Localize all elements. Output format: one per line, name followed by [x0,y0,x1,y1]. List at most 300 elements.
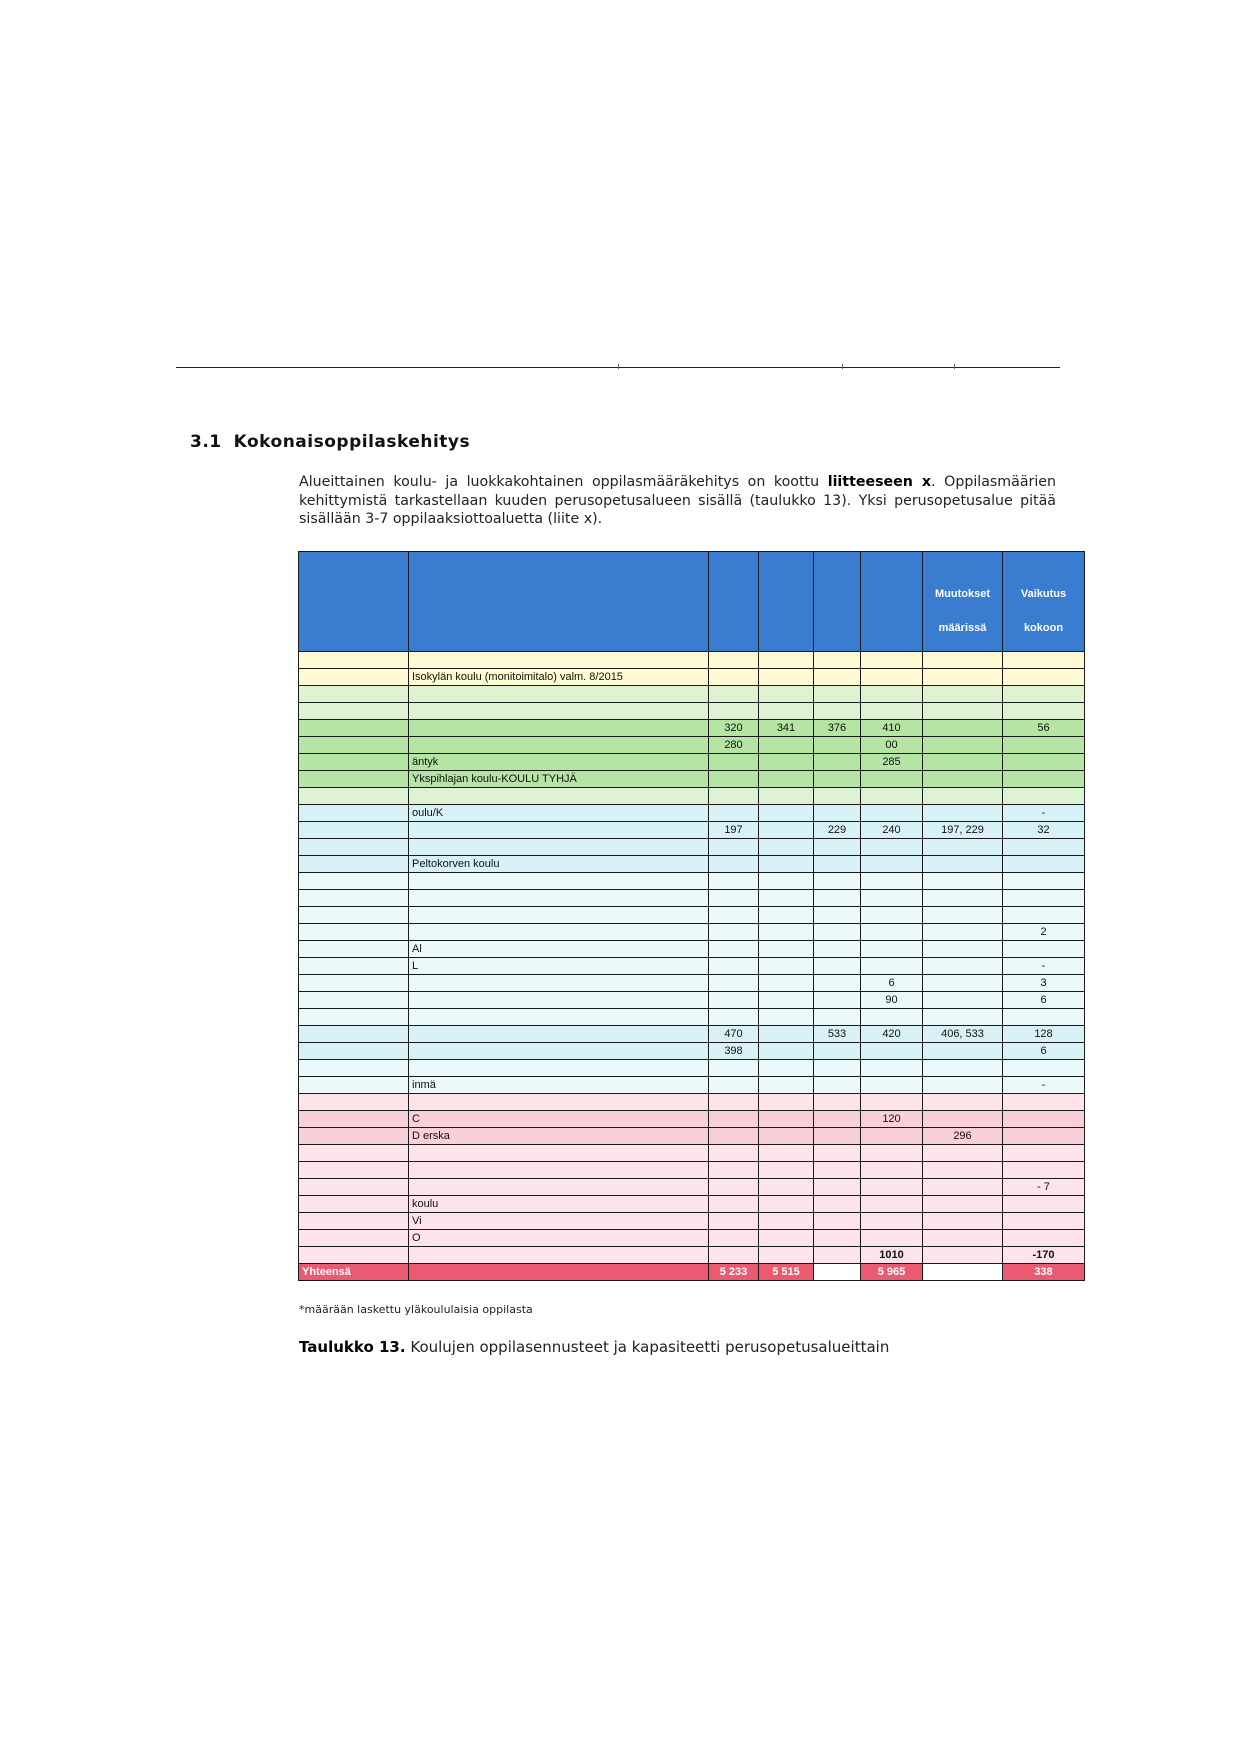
intro-paragraph [299,473,1056,529]
value-cell-c2 [759,856,814,873]
value-cell-c1 [709,975,759,992]
value-cell-c1 [709,1077,759,1094]
school-name-cell: Al [409,941,709,958]
school-name-cell [409,890,709,907]
school-name-cell: D erska [409,1128,709,1145]
value-cell-m [923,754,1003,771]
value-cell-c3 [814,958,861,975]
value-cell-v [1003,652,1085,669]
value-cell-c1 [709,907,759,924]
value-cell-c1 [709,873,759,890]
value-cell-c2 [759,873,814,890]
value-cell-v [1003,1111,1085,1128]
value-cell-v: -170 [1003,1247,1085,1264]
value-cell-c1 [709,788,759,805]
intro-bold-link: liitteeseen x [827,474,932,490]
area-cell [299,703,409,720]
value-cell-v [1003,1128,1085,1145]
value-cell-v [1003,907,1085,924]
table-row [299,907,1085,924]
value-cell-c3 [814,941,861,958]
value-cell-v [1003,1009,1085,1026]
school-name-cell [409,686,709,703]
table-row [299,1230,1085,1247]
table-row [299,1026,1085,1043]
school-name-cell [409,1179,709,1196]
value-cell-c3 [814,788,861,805]
value-cell-m [923,839,1003,856]
value-cell-m [923,771,1003,788]
value-cell-c4 [861,1213,923,1230]
value-cell-c1: 280 [709,737,759,754]
value-cell-c3 [814,1128,861,1145]
header-cell [299,552,409,652]
value-cell-c3 [814,1094,861,1111]
school-name-cell [409,992,709,1009]
area-cell [299,856,409,873]
value-cell-c2 [759,941,814,958]
table-row [299,788,1085,805]
school-name-cell [409,703,709,720]
school-name-cell: Isokylän koulu (monitoimitalo) valm. 8/2015 [409,669,709,686]
area-cell [299,1247,409,1264]
school-name-cell: äntyk [409,754,709,771]
school-name-cell: Peltokorven koulu [409,856,709,873]
table-row [299,669,1085,686]
header-cell [759,552,814,652]
value-cell-c3 [814,669,861,686]
value-cell-m [923,686,1003,703]
school-name-cell [409,1043,709,1060]
value-cell-c4 [861,1077,923,1094]
value-cell-c2 [759,1111,814,1128]
value-cell-m [923,907,1003,924]
value-cell-c3 [814,890,861,907]
value-cell-c2 [759,737,814,754]
area-cell [299,992,409,1009]
area-cell [299,890,409,907]
value-cell-c1 [709,924,759,941]
value-cell-m [923,805,1003,822]
value-cell-v: 56 [1003,720,1085,737]
value-cell-m [923,737,1003,754]
table-row [299,1145,1085,1162]
value-cell-c3 [814,839,861,856]
value-cell-v [1003,856,1085,873]
value-cell-c2 [759,754,814,771]
value-cell-c3 [814,1077,861,1094]
value-cell-c3 [814,975,861,992]
value-cell-c2 [759,890,814,907]
table-row [299,924,1085,941]
value-cell-c2: 341 [759,720,814,737]
value-cell-c4 [861,1060,923,1077]
area-cell [299,1043,409,1060]
value-cell-c3 [814,754,861,771]
value-cell-c2 [759,1077,814,1094]
school-name-cell [409,1060,709,1077]
value-cell-m [923,1213,1003,1230]
value-cell-c1 [709,958,759,975]
value-cell-c3 [814,1009,861,1026]
value-cell-c4 [861,839,923,856]
value-cell-v: 128 [1003,1026,1085,1043]
table-row [299,1111,1085,1128]
value-cell-c1 [709,1247,759,1264]
value-cell-c4 [861,686,923,703]
value-cell-c2 [759,822,814,839]
value-cell-c1 [709,1145,759,1162]
value-cell-m [923,788,1003,805]
value-cell-c2 [759,1162,814,1179]
value-cell-m [923,958,1003,975]
table-row [299,720,1085,737]
value-cell-c3: 533 [814,1026,861,1043]
school-name-cell: L [409,958,709,975]
value-cell-v [1003,1145,1085,1162]
value-cell-c2 [759,703,814,720]
area-cell [299,1111,409,1128]
value-cell-c1 [709,1111,759,1128]
value-cell-v: - [1003,958,1085,975]
value-cell-c3 [814,1145,861,1162]
table-row [299,1043,1085,1060]
table-caption [299,1338,889,1356]
value-cell-c2 [759,1213,814,1230]
table-row [299,975,1085,992]
value-cell-v [1003,1060,1085,1077]
value-cell-m [923,1060,1003,1077]
table-row [299,958,1085,975]
value-cell-c4 [861,1145,923,1162]
value-cell-v [1003,839,1085,856]
value-cell-m [923,856,1003,873]
value-cell-c4 [861,1162,923,1179]
table-row [299,992,1085,1009]
value-cell-c1 [709,1060,759,1077]
value-cell-m [923,1196,1003,1213]
value-cell-c2 [759,839,814,856]
area-cell [299,1009,409,1026]
value-cell-c3 [814,652,861,669]
area-cell [299,873,409,890]
table-row [299,856,1085,873]
value-cell-c2 [759,1094,814,1111]
value-cell-c1 [709,805,759,822]
value-cell-v: - [1003,1077,1085,1094]
value-cell-c2 [759,907,814,924]
value-cell-m [923,873,1003,890]
value-cell-c4 [861,1196,923,1213]
value-cell-c1 [709,771,759,788]
table-row [299,703,1085,720]
value-cell-v [1003,873,1085,890]
value-cell-c1: 197 [709,822,759,839]
school-name-cell [409,822,709,839]
value-cell-c1 [709,754,759,771]
value-cell-c4: 00 [861,737,923,754]
value-cell-m: 296 [923,1128,1003,1145]
value-cell-c3 [814,1162,861,1179]
school-name-cell [409,1162,709,1179]
value-cell-c3 [814,1247,861,1264]
value-cell-v [1003,754,1085,771]
value-cell-c3: 229 [814,822,861,839]
value-cell-c2 [759,652,814,669]
area-cell [299,686,409,703]
value-cell-c4 [861,924,923,941]
table-header-row [299,552,1085,652]
value-cell-c3 [814,1111,861,1128]
school-name-cell: Ykspihlajan koulu-KOULU TYHJÄ [409,771,709,788]
value-cell-c2 [759,788,814,805]
value-cell-c2 [759,924,814,941]
value-cell-v [1003,771,1085,788]
table-row [299,652,1085,669]
value-cell-c2 [759,1230,814,1247]
table-row [299,1179,1085,1196]
value-cell-c2 [759,771,814,788]
value-cell-c4 [861,771,923,788]
value-cell-v [1003,1213,1085,1230]
school-name-cell [409,1094,709,1111]
table-row [299,686,1085,703]
value-cell-c2 [759,1060,814,1077]
value-cell-c2 [759,992,814,1009]
value-cell-c1 [709,992,759,1009]
school-name-cell [409,737,709,754]
value-cell-c1 [709,1128,759,1145]
value-cell-c3 [814,1060,861,1077]
value-cell-v [1003,737,1085,754]
value-cell-c1 [709,839,759,856]
value-cell-v: 6 [1003,992,1085,1009]
value-cell-c1 [709,1179,759,1196]
caption-text: Koulujen oppilasennusteet ja kapasiteetti perusopetusalueittain [410,1338,890,1356]
value-cell-c3 [814,703,861,720]
area-cell [299,720,409,737]
header-cell [814,552,861,652]
value-cell-c4 [861,1230,923,1247]
rule-tick [618,364,619,369]
value-cell-m [923,1145,1003,1162]
school-name-cell [409,924,709,941]
value-cell-c3 [814,924,861,941]
area-cell [299,958,409,975]
value-cell-m [923,1043,1003,1060]
value-cell-c1 [709,1230,759,1247]
table-row [299,1213,1085,1230]
value-cell-m [923,1094,1003,1111]
value-cell-c3: 376 [814,720,861,737]
value-cell-v: 2 [1003,924,1085,941]
table-row [299,1196,1085,1213]
table-row [299,771,1085,788]
header-cell [861,552,923,652]
value-cell-m: 197, 229 [923,822,1003,839]
value-cell-c1: 398 [709,1043,759,1060]
value-cell-v [1003,686,1085,703]
value-cell-c1 [709,652,759,669]
area-cell [299,839,409,856]
value-cell-c3 [814,737,861,754]
value-cell-c4: 285 [861,754,923,771]
header-cell [709,552,759,652]
value-cell-m [923,703,1003,720]
value-cell-c4: 6 [861,975,923,992]
area-cell [299,924,409,941]
value-cell-c4 [861,652,923,669]
value-cell-c1 [709,1162,759,1179]
area-cell [299,1094,409,1111]
value-cell-m [923,1009,1003,1026]
value-cell-c1 [709,669,759,686]
value-cell-c4 [861,788,923,805]
value-cell-c2 [759,1247,814,1264]
value-cell-c2 [759,958,814,975]
value-cell-c4 [861,1128,923,1145]
table-row [299,873,1085,890]
value-cell-c4 [861,805,923,822]
area-cell [299,1145,409,1162]
value-cell-c4 [861,873,923,890]
intro-text-1: Alueittainen koulu- ja luokkakohtainen oppilasmääräkehitys on koottu [299,474,820,490]
total-value-c2: 5 515 [759,1264,814,1281]
value-cell-c4 [861,856,923,873]
value-cell-c4 [861,669,923,686]
value-cell-m [923,652,1003,669]
value-cell-c2 [759,805,814,822]
total-value-m [923,1264,1003,1281]
value-cell-c3 [814,992,861,1009]
student-forecast-table [298,551,1084,1305]
school-name-cell [409,1009,709,1026]
value-cell-v [1003,703,1085,720]
area-cell [299,1230,409,1247]
table-row [299,1060,1085,1077]
area-cell [299,1179,409,1196]
value-cell-c2 [759,1009,814,1026]
value-cell-c4: 410 [861,720,923,737]
value-cell-c1 [709,686,759,703]
area-cell [299,737,409,754]
value-cell-c2 [759,1179,814,1196]
area-cell [299,1026,409,1043]
area-cell [299,1196,409,1213]
value-cell-c4 [861,703,923,720]
school-name-cell [409,907,709,924]
school-name-cell: inmä [409,1077,709,1094]
value-cell-v [1003,941,1085,958]
value-cell-c3 [814,1179,861,1196]
value-cell-c1 [709,1213,759,1230]
area-cell [299,1060,409,1077]
school-name-cell: oulu/K [409,805,709,822]
value-cell-m [923,992,1003,1009]
value-cell-m [923,1111,1003,1128]
table-row [299,822,1085,839]
area-cell [299,669,409,686]
value-cell-c4 [861,1043,923,1060]
table-row [299,1247,1085,1264]
total-value-c1: 5 233 [709,1264,759,1281]
value-cell-c4: 1010 [861,1247,923,1264]
total-value-c3 [814,1264,861,1281]
caption-label: Taulukko 13. [299,1338,406,1356]
value-cell-c2 [759,1043,814,1060]
value-cell-c1 [709,1196,759,1213]
school-name-cell [409,1145,709,1162]
value-cell-v: 6 [1003,1043,1085,1060]
value-cell-v [1003,1162,1085,1179]
value-cell-c2 [759,975,814,992]
value-cell-m [923,924,1003,941]
table-row [299,754,1085,771]
value-cell-m [923,1247,1003,1264]
table-row [299,941,1085,958]
school-name-cell [409,975,709,992]
value-cell-c4 [861,907,923,924]
school-name-cell [409,652,709,669]
area-cell [299,941,409,958]
area-cell [299,907,409,924]
value-cell-c3 [814,686,861,703]
school-name-cell [409,873,709,890]
school-name-cell [409,1247,709,1264]
table-row [299,1077,1085,1094]
school-name-cell: C [409,1111,709,1128]
value-cell-c3 [814,771,861,788]
value-cell-v: 32 [1003,822,1085,839]
header-cell [409,552,709,652]
value-cell-v [1003,669,1085,686]
value-cell-v [1003,890,1085,907]
table-row [299,1128,1085,1145]
value-cell-c4 [861,1094,923,1111]
school-name-cell [409,1026,709,1043]
total-value-c4: 5 965 [861,1264,923,1281]
value-cell-c4: 240 [861,822,923,839]
value-cell-c4: 120 [861,1111,923,1128]
value-cell-c3 [814,1213,861,1230]
school-name-cell [409,720,709,737]
area-cell [299,771,409,788]
value-cell-c2 [759,1026,814,1043]
value-cell-v [1003,1196,1085,1213]
area-cell [299,788,409,805]
value-cell-m [923,1179,1003,1196]
header-vaikutus: Vaikutus kokoon [1003,552,1085,652]
school-name-cell: O [409,1230,709,1247]
value-cell-v [1003,1230,1085,1247]
value-cell-m: 406, 533 [923,1026,1003,1043]
value-cell-c3 [814,1230,861,1247]
value-cell-c3 [814,805,861,822]
value-cell-c2 [759,686,814,703]
area-cell [299,1128,409,1145]
value-cell-c3 [814,1196,861,1213]
value-cell-c1: 470 [709,1026,759,1043]
area-cell [299,822,409,839]
value-cell-c3 [814,873,861,890]
value-cell-c2 [759,1145,814,1162]
total-school-cell [409,1264,709,1281]
value-cell-c4 [861,1179,923,1196]
value-cell-c1 [709,1094,759,1111]
area-cell [299,1213,409,1230]
area-cell [299,975,409,992]
table-footnote: *määrään laskettu yläkoululaisia oppilasta [299,1303,533,1316]
